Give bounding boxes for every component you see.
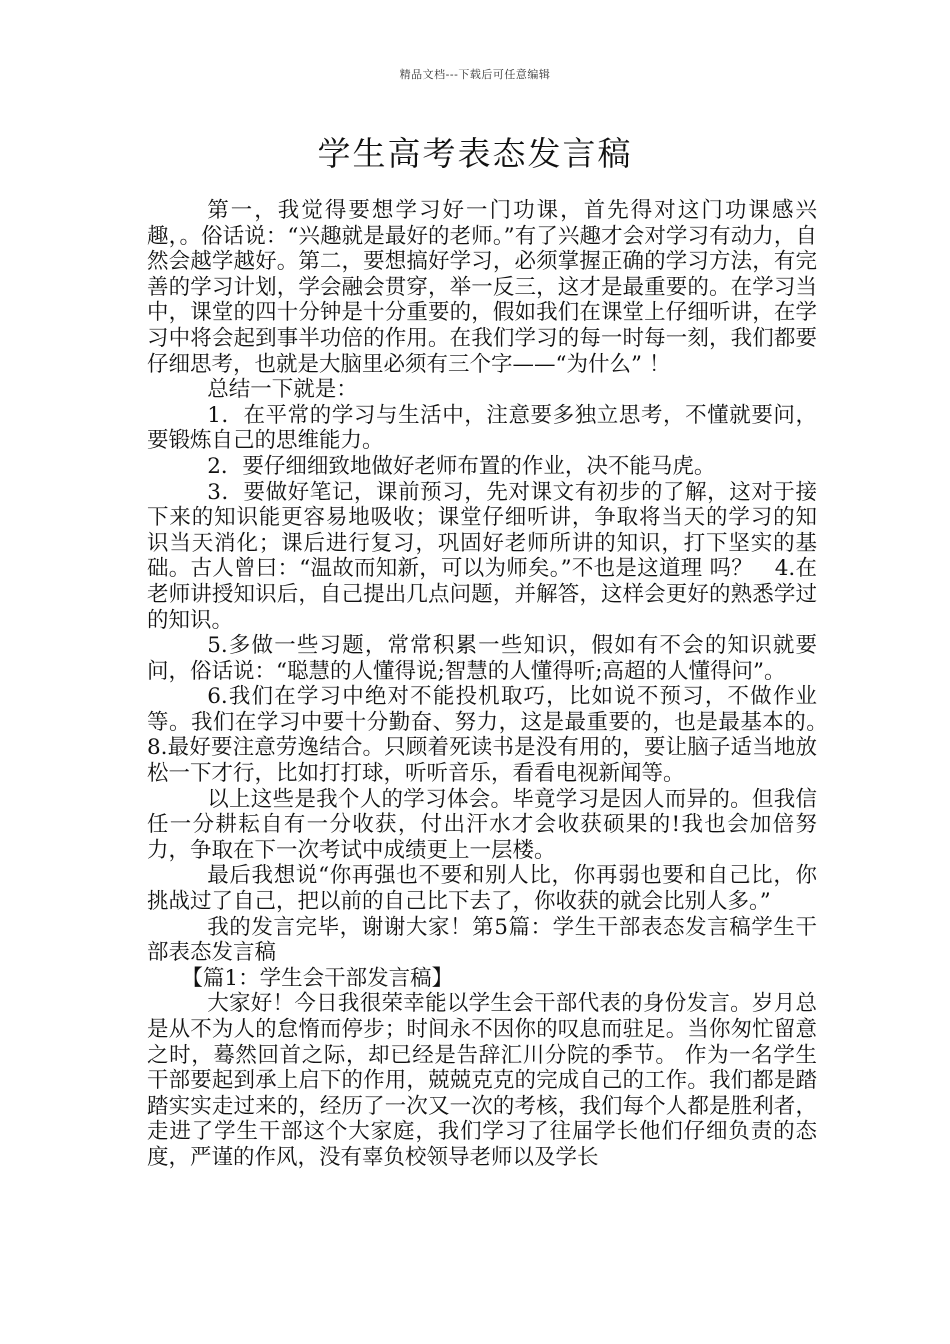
paragraph-point-6-8: 6.我们在学习中绝对不能投机取巧，比如说不预习，不做作业等。我们在学习中要十分勤奋、努力，这是最重要的，也是最基本的。 8.最好要注意劳逸结合。只顾着死读书是没有用的，要让脑子适当地放松一下才行，比如打打球，听听音乐，看看电视新闻等。 [147, 684, 839, 787]
paragraph-point-3-4: 3．要做好笔记，课前预习，先对课文有初步的了解，这对于接下来的知识能更容易地吸收；课堂仔细听讲，争取将当天的学习的知 识当天消化；课后进行复习，巩固好老师所讲的知识，打下坚实的基础。古人曾曰：“温故而知新，可以为师矣。”不也是这道理 吗？ 4.在老师讲授知识后，自己提出几点问题，并解答，这样会更好的熟悉学过的知识。 [147, 479, 817, 633]
paragraph-point-2: 2．要仔细细致地做好老师布置的作业，决不能马虎。 [207, 453, 716, 479]
paragraph-experience: 以上这些是我个人的学习体会。毕竟学习是因人而异的。但我信任一分耕耘自有一分收获，付出汗水才会收获硕果的!我也会加倍努力，争取在下一次考试中成绩更上一层楼。 [147, 786, 817, 863]
paragraph-closing-quote: 最后我想说“你再强也不要和别人比，你再弱也要和自己比，你挑战过了自己，把以前的自己比下去了，你收获的就会比别人多。” [147, 863, 817, 915]
paragraph-student-union: 大家好！今日我很荣幸能以学生会干部代表的身份发言。岁月总是从不为人的怠惰而停步；时间永不因你的叹息而驻足。当你匆忙留意之时，蓦然回首之际，却已经是告辞汇川分院的季节。 作为一名学生干部要起到承上启下的作用，兢兢克克的完成自己的工作。我们都是踏踏实实走过来的，经历了一次又一次的考核，我们每个人都是胜利者，走进了学生干部这个大家庭，我们学习了往届学长他们仔细负责的态度，严谨的作风，没有辜负校领导老师以及学长 [147, 991, 817, 1170]
paragraph-summary-intro: 总结一下就是： [207, 377, 358, 403]
paragraph-study-interest: 第一，我觉得要想学习好一门功课，首先得对这门功课感兴趣，。俗话说：“兴趣就是最好的老师。”有了兴趣才会对学习有动力，自然会越学越好。第二，要想搞好学习，必须掌握正确的学习方法，有完善的学习计划，学会融会贯穿，举一反三，这才是最重要的。在学习当中，课堂的四十分钟是十分重要的，假如我们在课堂上仔细听讲，在学习中将会起到事半功倍的作用。在我们学习的每一时每一刻，我们都要仔细思考，也就是大脑里必须有三个字——“为什么” ！ [147, 198, 817, 377]
paragraph-point-1: 1．在平常的学习与生活中，注意要多独立思考，不懂就要问，要锻炼自己的思维能力。 [147, 402, 817, 454]
header-note: 精品文档---下载后可任意编辑 [399, 68, 551, 81]
paragraph-point-5: 5.多做一些习题，常常积累一些知识，假如有不会的知识就要问，俗话说：“聪慧的人懂得说;智慧的人懂得听;高超的人懂得问”。 [147, 633, 817, 684]
section-heading: 【篇1：学生会干部发言稿】 [181, 965, 454, 991]
paragraph-speech-end: 我的发言完毕，谢谢大家！第5篇：学生干部表态发言稿学生干部表态发言稿 [147, 914, 817, 966]
document-body [147, 198, 839, 1171]
document-title: 学生高考表态发言稿 [317, 134, 633, 173]
